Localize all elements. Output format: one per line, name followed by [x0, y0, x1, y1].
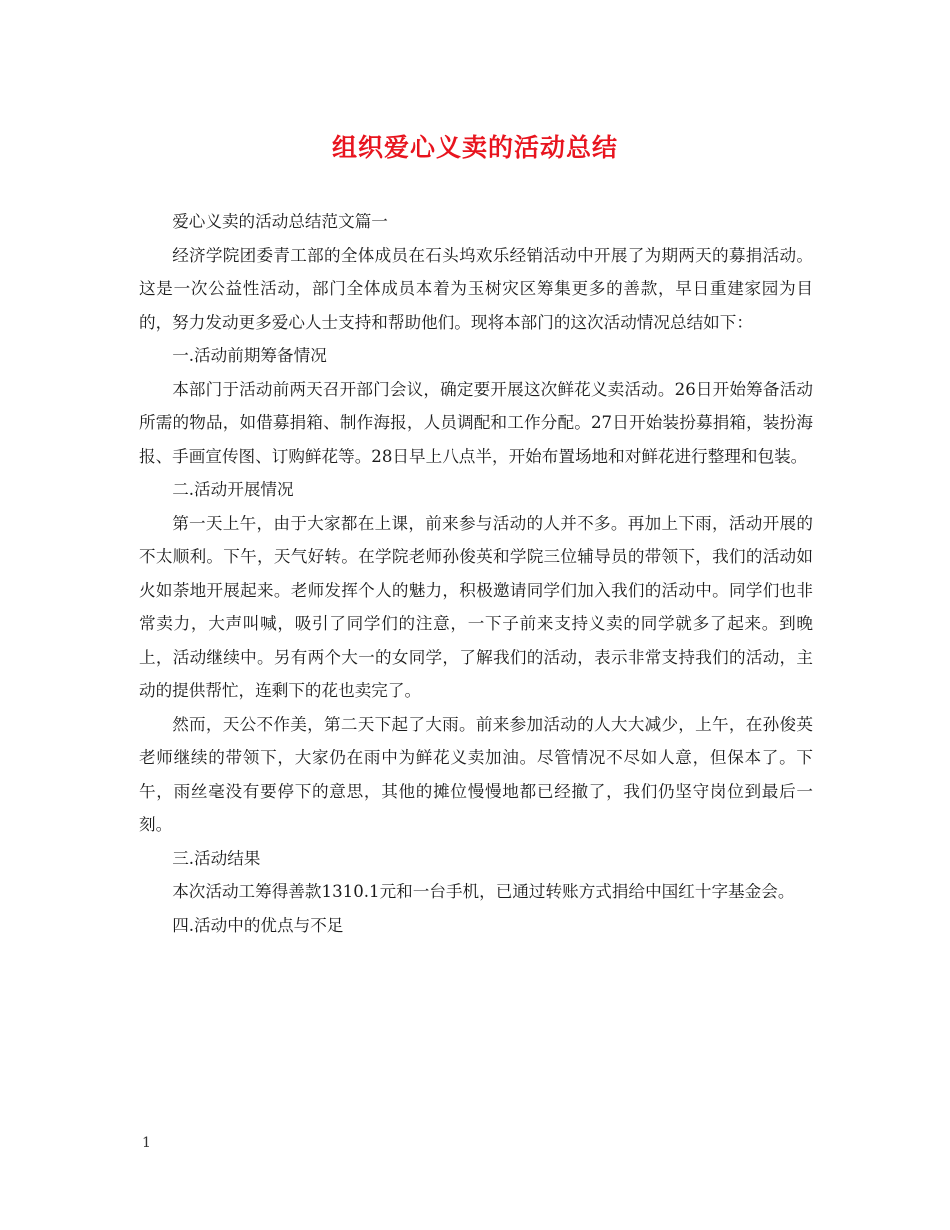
- paragraph: 第一天上午，由于大家都在上课，前来参与活动的人并不多。再加上下雨，活动开展的不太顺利。下午，天气好转。在学院老师孙俊英和学院三位辅导员的带领下，我们的活动如火如荼地开展起来。老师发挥个人的魅力，积极邀请同学们加入我们的活动中。同学们也非常卖力，大声叫喊，吸引了同学们的注意，一下子前来支持义卖的同学就多了起来。到晚上，活动继续中。另有两个大一的女同学，了解我们的活动，表示非常支持我们的活动，主动的提供帮忙，连剩下的花也卖完了。: [139, 513, 813, 700]
- section-heading: 三.活动结果: [172, 848, 261, 868]
- page-number: 1: [142, 1135, 151, 1151]
- document-title: 组织爱心义卖的活动总结: [331, 133, 618, 162]
- paragraph: 经济学院团委青工部的全体成员在石头坞欢乐经销活动中开展了为期两天的募捐活动。这是一次公益性活动，部门全体成员本着为玉树灾区筹集更多的善款，早日重建家园为目的，努力发动更多爱心人士支持和帮助他们。现将本部门的这次活动情况总结如下：: [139, 245, 813, 332]
- section-heading: 四.活动中的优点与不足: [172, 915, 344, 935]
- document-body: [139, 205, 813, 942]
- paragraph: 然而，天公不作美，第二天下起了大雨。前来参加活动的人大大减少，上午，在孙俊英老师继续的带领下，大家仍在雨中为鲜花义卖加油。尽管情况不尽如人意，但保本了。下午，雨丝毫没有要停下的意思，其他的摊位慢慢地都已经撤了，我们仍坚守岗位到最后一刻。: [139, 714, 813, 834]
- section-heading: 一.活动前期筹备情况: [172, 346, 327, 365]
- section-heading: 二.活动开展情况: [172, 480, 294, 499]
- paragraph: 本部门于活动前两天召开部门会议，确定要开展这次鲜花义卖活动。26日开始筹备活动所需的物品，如借募捐箱、制作海报，人员调配和工作分配。27日开始装扮募捐箱，装扮海报、手画宣传图、订购鲜花等。28日早上八点半，开始布置场地和对鲜花进行整理和包装。: [139, 379, 813, 466]
- section-heading: 爱心义卖的活动总结范文篇一: [172, 212, 388, 231]
- paragraph: 本次活动工筹得善款1310.1元和一台手机，已通过转账方式捐给中国红十字基金会。: [172, 882, 795, 901]
